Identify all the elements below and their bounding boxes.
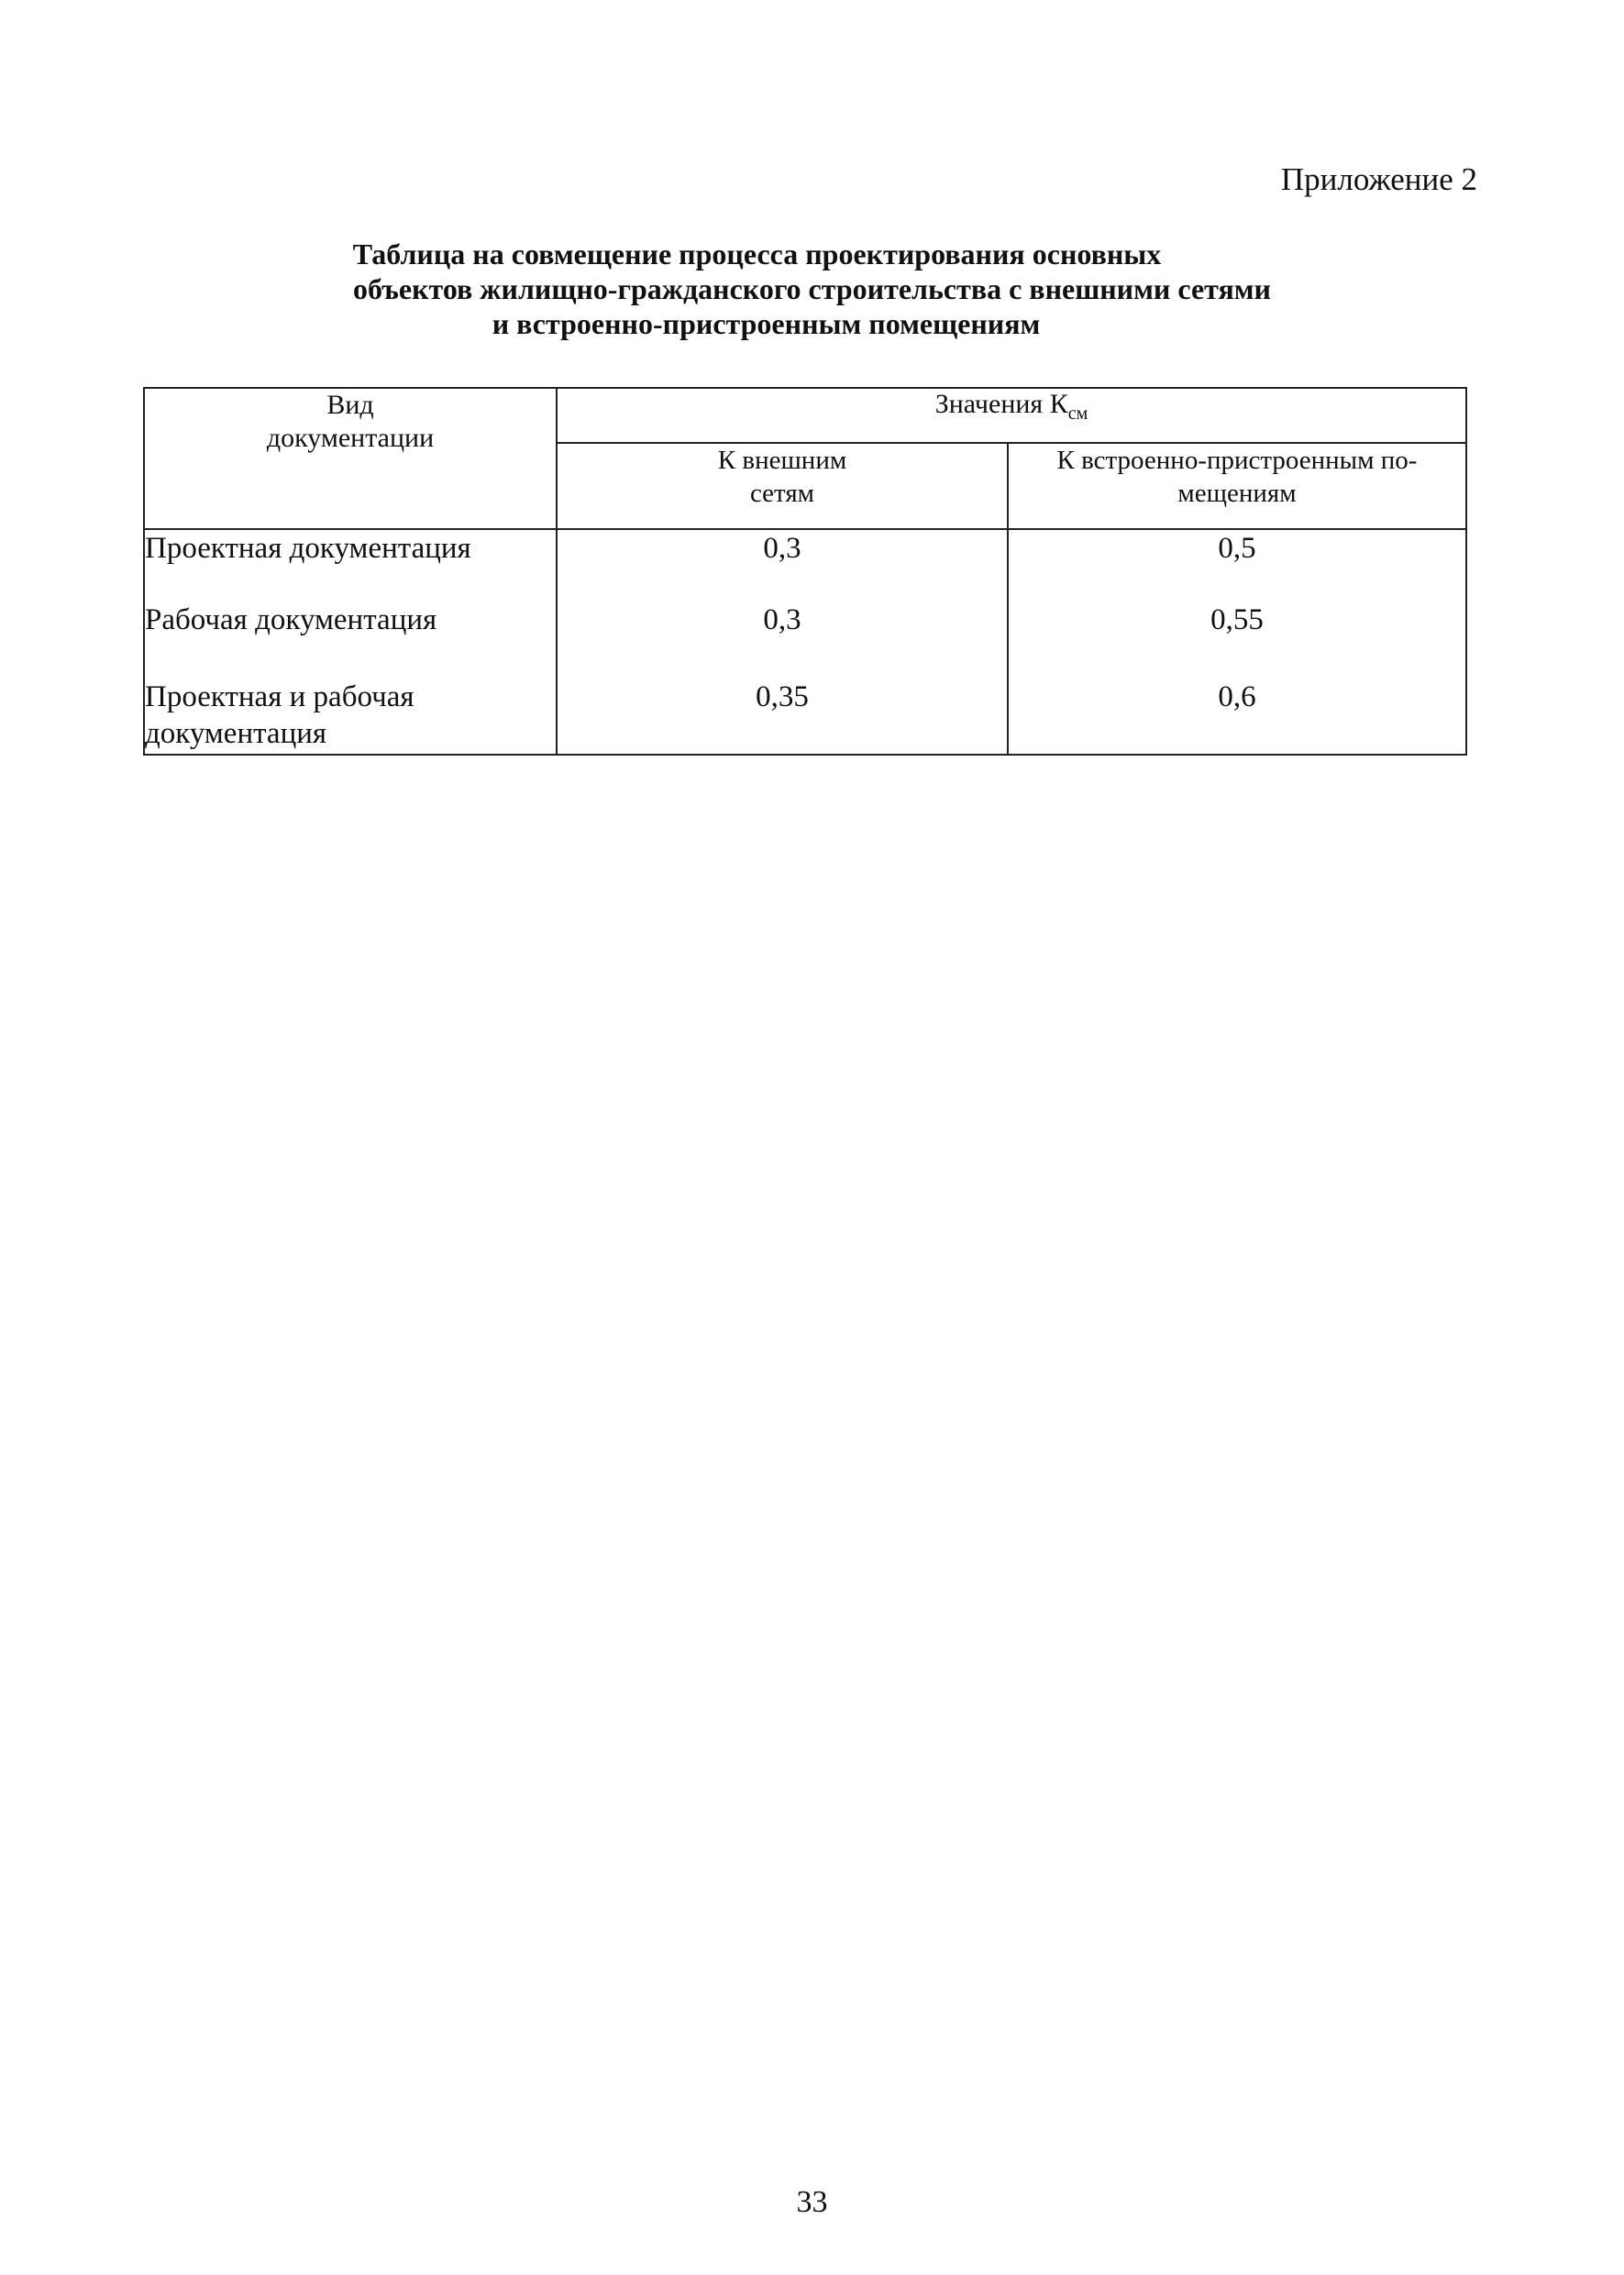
page-number: 33 (796, 2185, 828, 2219)
cell-doc-kind: Рабочая документация (144, 602, 557, 679)
cell-doc-kind: Проектная документация (144, 529, 557, 602)
header-external-networks (557, 443, 1008, 529)
header-values (557, 388, 1466, 443)
coefficient-table (143, 387, 1467, 756)
appendix-label: Приложение 2 (1280, 161, 1477, 197)
table-row (144, 679, 1466, 755)
header-external-line-2: сетям (749, 479, 815, 508)
header-built-in-premises (1008, 443, 1466, 529)
title-line-3: и встроенно-пристроенным помещениям (492, 307, 1041, 340)
cell-doc-kind: Проектная и рабочая документация (144, 679, 557, 755)
header-built-in-line-1: К встроенно-пристроенным по- (1056, 446, 1418, 475)
cell-built-in-value: 0,6 (1008, 679, 1466, 755)
document-title (0, 237, 1624, 341)
table-row (144, 529, 1466, 602)
cell-external-value: 0,35 (557, 679, 1008, 755)
table-row (144, 602, 1466, 679)
header-built-in-line-2: мещениям (1177, 479, 1297, 508)
header-doc-kind-line-1: Вид (326, 390, 374, 420)
header-doc-kind-line-2: документации (266, 423, 435, 453)
header-external-line-1: К внешним (717, 446, 847, 475)
cell-external-value: 0,3 (557, 602, 1008, 679)
header-values-subscript: см (1067, 403, 1088, 424)
title-line-1: Таблица на совмещение процесса проектирования основных (352, 237, 1162, 271)
header-values-label: Значения К (934, 389, 1068, 419)
cell-built-in-value: 0,55 (1008, 602, 1466, 679)
title-line-2: объектов жилищно-гражданского строительства с внешними сетями (353, 272, 1271, 305)
header-doc-kind (144, 388, 557, 529)
cell-built-in-value: 0,5 (1008, 529, 1466, 602)
cell-external-value: 0,3 (557, 529, 1008, 602)
